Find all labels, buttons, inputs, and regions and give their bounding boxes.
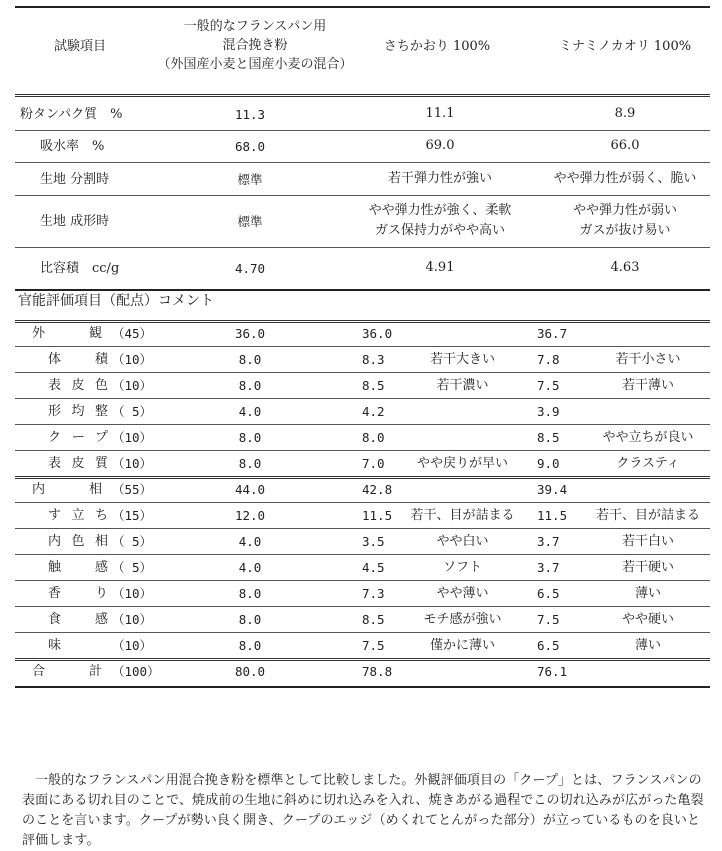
table-rule [15, 554, 710, 555]
group-label: 合 計 [32, 664, 102, 679]
row-label: 生地 成形時 [40, 214, 110, 229]
score-sachikaori: 7.3 [362, 586, 385, 601]
points: （45） [112, 326, 153, 341]
score-standard: 4.0 [238, 404, 262, 419]
item-label: す立ち [48, 508, 108, 523]
score-minaminokaori: 39.4 [537, 482, 568, 497]
comment-minaminokaori: 若干薄い [621, 378, 674, 393]
score-standard: 8.0 [238, 638, 262, 653]
row-value-minaminokaori: ガスが抜け易い [579, 223, 671, 238]
score-minaminokaori: 7.5 [537, 612, 560, 627]
row-value-sachikaori: やや弾力性が強く、柔軟 [368, 203, 512, 218]
item-label: クープ [48, 430, 108, 445]
score-sachikaori: 4.2 [362, 404, 385, 419]
score-sachikaori: 8.3 [362, 352, 385, 367]
score-standard: 8.0 [238, 430, 262, 445]
points: （55） [112, 482, 153, 497]
header-col2: さちかおり 100% [383, 39, 491, 54]
row-value-sachikaori: 若干弾力性が強い [387, 170, 492, 186]
table-rule [15, 476, 710, 479]
table-rule [15, 320, 710, 323]
row-value-standard: 4.70 [234, 261, 266, 276]
item-label: 味 [48, 638, 62, 653]
row-value-minaminokaori: やや弾力性が弱い [572, 203, 677, 218]
item-label: 形均整 [48, 404, 108, 419]
item-label: 香 り [48, 586, 108, 601]
points: （ 5） [112, 404, 153, 419]
points: （100） [112, 664, 160, 679]
comment-sachikaori: やや薄い [436, 586, 489, 601]
score-sachikaori: 7.5 [362, 638, 385, 653]
row-label: 生地 分割時 [40, 171, 110, 187]
score-standard: 4.0 [238, 560, 262, 575]
table-rule [15, 424, 710, 425]
row-value-standard: 68.0 [234, 139, 266, 154]
score-standard: 8.0 [238, 612, 262, 627]
score-sachikaori: 4.5 [362, 560, 385, 575]
group-label: 外 観 [32, 326, 102, 341]
item-label: 食 感 [48, 612, 108, 627]
points: （10） [112, 586, 153, 601]
row-label: 粉タンパク質 % [20, 106, 123, 122]
item-label: 触 感 [48, 560, 108, 575]
score-minaminokaori: 7.8 [537, 352, 560, 367]
score-standard: 8.0 [238, 378, 262, 393]
item-label: 表皮質 [48, 456, 108, 471]
item-label: 表皮色 [48, 378, 108, 393]
header-item: 試験項目 [53, 39, 106, 54]
row-value-sachikaori: 4.91 [425, 260, 455, 275]
score-minaminokaori: 76.1 [537, 664, 568, 679]
table-rule [15, 658, 710, 661]
score-minaminokaori: 9.0 [537, 456, 560, 471]
comment-sachikaori: 若干濃い [436, 378, 489, 393]
row-value-sachikaori: ガス保持力がやや高い [374, 223, 505, 238]
table-rule [15, 528, 710, 529]
comment-sachikaori: やや白い [436, 534, 489, 549]
comment-sachikaori: ソフト [442, 560, 482, 575]
table-rule [15, 372, 710, 373]
row-value-standard: 11.3 [234, 106, 266, 122]
score-sachikaori: 8.5 [362, 612, 385, 627]
row-value-sachikaori: 69.0 [425, 138, 455, 153]
points: （10） [112, 378, 153, 393]
table-rule [15, 580, 710, 581]
points: （ 5） [112, 534, 153, 549]
score-standard: 8.0 [238, 586, 262, 601]
header-col1-line: （外国産小麦と国産小麦の混合） [157, 57, 353, 72]
table-rule [15, 606, 710, 607]
score-minaminokaori: 6.5 [537, 638, 560, 653]
score-minaminokaori: 3.7 [537, 534, 560, 549]
comment-minaminokaori: 若干、目が詰まる [595, 508, 700, 523]
row-value-minaminokaori: 8.9 [614, 105, 636, 121]
table-rule [15, 502, 710, 503]
score-standard: 4.0 [238, 534, 262, 549]
table-rule [15, 398, 710, 399]
explanatory-note: 一般的なフランスパン用混合挽き粉を標準として比較しました。外観評価項目の「クープ」とは、フランスパンの表面にある切れ目のことで、焼成前の生地に斜めに切れ込みを入れ、焼きあがる過程でこの切れ込みが広がった亀裂のことを言います。クープが勢い良く開き、クープのエッジ（めくれてとんがった部分）が立っているものを良いと評価します。 [22, 773, 704, 848]
score-sachikaori: 11.5 [362, 508, 393, 523]
row-value-standard: 標準 [237, 171, 263, 187]
comment-minaminokaori: 若干小さい [615, 352, 681, 367]
score-standard: 36.0 [234, 326, 266, 341]
row-label: 吸水率 % [40, 139, 105, 154]
score-standard: 80.0 [234, 664, 266, 679]
row-value-minaminokaori: 4.63 [610, 260, 640, 275]
comment-sachikaori: やや戻りが早い [416, 456, 508, 471]
score-standard: 8.0 [238, 352, 262, 367]
score-sachikaori: 36.0 [362, 326, 393, 341]
comment-minaminokaori: やや硬い [621, 612, 674, 627]
points: （15） [112, 508, 153, 523]
table-rule [15, 6, 710, 8]
table-rule [15, 289, 710, 291]
table-rule [15, 247, 710, 248]
section-title: 官能評価項目（配点）コメント [18, 293, 214, 309]
row-label: 比容積 cc/g [40, 261, 120, 276]
comment-sachikaori: 若干、目が詰まる [410, 508, 515, 523]
table-rule [15, 686, 710, 688]
table-rule [15, 195, 710, 196]
header-col1-line: 混合挽き粉 [222, 38, 288, 53]
row-value-sachikaori: 11.1 [425, 105, 455, 121]
score-sachikaori: 3.5 [362, 534, 385, 549]
table-rule [15, 450, 710, 451]
comment-minaminokaori: 若干硬い [621, 560, 674, 575]
comment-minaminokaori: やや立ちが良い [602, 430, 694, 445]
comment-sachikaori: 僅かに薄い [429, 638, 495, 653]
score-sachikaori: 8.5 [362, 378, 385, 393]
comment-minaminokaori: 薄い [634, 586, 661, 601]
comment-sachikaori: 若干大きい [429, 352, 495, 367]
comment-minaminokaori: 薄い [634, 638, 661, 653]
points: （10） [112, 456, 153, 471]
score-sachikaori: 7.0 [362, 456, 385, 471]
points: （10） [112, 430, 153, 445]
comment-sachikaori: モチ感が強い [423, 612, 502, 627]
score-standard: 12.0 [234, 508, 266, 523]
points: （10） [112, 638, 153, 653]
table-rule [15, 162, 710, 163]
score-minaminokaori: 8.5 [537, 430, 560, 445]
score-minaminokaori: 11.5 [537, 508, 568, 523]
points: （10） [112, 352, 153, 367]
row-value-minaminokaori: やや弾力性が弱く、脆い [553, 170, 697, 186]
row-value-standard: 標準 [237, 214, 263, 229]
row-value-minaminokaori: 66.0 [610, 138, 640, 153]
table-rule [15, 632, 710, 633]
score-sachikaori: 78.8 [362, 664, 393, 679]
score-minaminokaori: 7.5 [537, 378, 560, 393]
table-rule [15, 346, 710, 347]
points: （ 5） [112, 560, 153, 575]
points: （10） [112, 612, 153, 627]
score-sachikaori: 8.0 [362, 430, 385, 445]
score-sachikaori: 42.8 [362, 482, 393, 497]
score-standard: 44.0 [234, 482, 266, 497]
table-rule [15, 94, 710, 97]
score-minaminokaori: 6.5 [537, 586, 560, 601]
header-col3: ミナミノカオリ 100% [558, 39, 692, 54]
score-minaminokaori: 3.7 [537, 560, 560, 575]
header-col1-line: 一般的なフランスパン用 [183, 19, 327, 34]
score-minaminokaori: 36.7 [537, 326, 568, 341]
comment-minaminokaori: クラスティ [616, 456, 680, 471]
score-minaminokaori: 3.9 [537, 404, 560, 419]
group-label: 内 相 [32, 482, 102, 497]
item-label: 体 積 [48, 352, 108, 367]
comment-minaminokaori: 若干白い [621, 534, 674, 549]
table-rule [15, 130, 710, 131]
item-label: 内色相 [48, 534, 108, 549]
score-standard: 8.0 [238, 456, 262, 471]
